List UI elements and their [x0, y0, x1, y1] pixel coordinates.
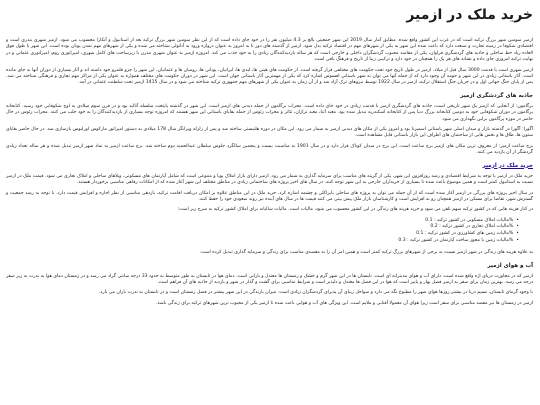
property-paragraph-2: در سال اخیر پروژه های بزرگی در ازمیر آغاز شده است که از آن جمله می توان به پروژه های ساحلی بایراکلی و چشمه اشاره کرد. خرید ملک در این مناطق علاوه بر امکان دریافت اقامت ترکیه، بازدهی مناسبی از نظر اجاره و افزایش قیمت دارد. با توجه به رشد جمعیت و گسترش شهر، تقاضا برای مسکن در ازمیر همچنان رو به افزایش است و کارشناسان بازار ملک پیش بینی می کنند قیمت ها در سال های آینده نیز روند صعودی خود را حفظ کنند.: [6, 190, 533, 202]
property-paragraph-3: در کنار هزینه هایی که در کشور ترکیه سهم تلفن می شود و خرید هزینه های زندگی در این کشور محسوب می شود، مالیات است. مالیات سالیانه برای املاک کشور ترکیه به شرح زیر است:: [177, 207, 533, 213]
attractions-paragraph-1: برگامون: از آنجایی که ازمیر یک شهر تاریخی است، جاذبه های گردشگری ازمیر با قدمت زیادی در خود جای داده است. محراب برگامون از جمله دیدنی های ازمیر است. این شهر در گذشته پایتخت سلسله آتالید بود و در قرن سوم میلادی به اوج شکوفایی خود رسید. کتابخانه برگامون در دوران شکوفایی خود به دومین کتابخانه بزرگ دنیا پس از کتابخانه اسکندریه تبدیل شده بود. معبد آتنا، معبد تراژان، تئاتر و محراب زئوس از جمله بقایای باستانی این شهر هستند که امروزه توجه بسیاری از بازدیدکنندگان را به خود جلب می کنند. محراب زئوس در حال حاضر در موزه پرگامون برلین نگهداری می شود.: [6, 103, 533, 122]
attractions-paragraph-3: برج ساعت ازمیر: از معروف ترین مکان های ازمیر برج ساعت است. این برج در میدان کوناک قرار دارد و در سال 1901 به مناسبت بیست و پنجمین سالگرد جلوس سلطان عبدالحمید دوم ساخته شد. برج ساعت ازمیر به نماد شهر ازمیر تبدیل شده و هر ساله تعداد زیادی گردشگر از آن بازدید می کنند.: [6, 143, 534, 156]
climate-paragraph-3: ازمیر در زمستان ها نیز مقصد مناسبی برای سفر است زیرا هوای آن معمولا آفتابی و ملایم است. این ویژگی های آب و هوایی باعث شده تا ازمیر یکی از محبوب ترین شهرهای ترکیه برای زندگی باشد.: [155, 300, 533, 306]
intro-paragraph-1: ازمیر سومین شهر بزرگ ترکیه است که در غرب این کشور واقع شده. مطابق آمار سال 2019 این شهر جمعیتی بالغ بر 4.3 میلیون نفر را در خود جای داده است که از این نظر سومین شهر بزرگ ترکیه بعد از استانبول و آنکارا محسوب می شود. ازمیر شهری بندری است و اقتصادی شکوفا در زمینه تجارت و صنعت دارد که باعث شده این شهر به یکی از شهرهای مهم در اقتصاد ترکیه بدل شود. ازمیر از گذشته های دور تا به امروز به عنوان دروازه ورود به آناتولی شناخته می شده و یکی از شهرهای مهم تمدن یونان بوده است. این شهر با طول فوق العاده زیاد خط ساحلی و جاذبه های گردشگری فراوان، یکی از مقاصد محبوب گردشگران داخلی و خارجی است که هر ساله بازدیدکنندگان زیادی را به خود جذب می کند. امروزه ازمیر به عنوان شهری مدرن با زیرساخت های کامل شهری، امپراتوری روم، امپراتوری عثمانی و در نهایت ترکیه امروزی جای داده و نشانه های هر یک را همچنان در خود دارد و ترکیبی زیبا از تاریخ و فرهنگ باقی است.: [6, 38, 534, 63]
climate-paragraph-2: با وجود گرمای تابستان، نسیم دریا در بیشتر روزها هوای شهر را مطبوع نگه می دارد و سواحل زیبای آن پذیرای گردشگران زیادی است. میزان بارندگی در این شهر بیشتر در فصل زمستان است و در تابستان به ندرت باران می بارد.: [98, 290, 533, 296]
page-title: خرید ملک در ازمیر: [406, 7, 533, 23]
property-paragraph-1: خرید ملک در ازمیر با توجه به شرایط اقتصادی و رشد روزافزون این شهر، یکی از گزینه های مناسب برای سرمایه گذاری به شمار می رود. ازمیر دارای بازار املاک پویا و متنوعی است که شامل آپارتمان های مسکونی، ویلاهای ساحلی و املاک تجاری می شود. قیمت ملک در ازمیر نسبت به استانبول کمتر است و همین موضوع باعث شده تا بسیاری از خریداران خارجی به این شهر توجه کنند. در سال های اخیر پروژه های ساختمانی زیادی در مناطق مختلف این شهر آغاز شده که از امکانات رفاهی مناسبی برخوردار هستند.: [6, 173, 533, 186]
tax-list-item: • %مالیات املاک تجاری در کشور ترکیه : 0.2: [6, 224, 519, 231]
property-after-paragraph: به علاوه هزینه های زندگی در شهر ازمیر نسبت به برخی از شهرهای بزرگ ترکیه کمتر است و همین امر آن را به مقصدی مناسب برای زندگی و سرمایه گذاری تبدیل کرده است.: [199, 250, 533, 256]
section-heading-buy-property-link[interactable]: خرید ملک در ازمیر: [482, 162, 533, 169]
section-heading-climate: آب و هوای ازمیر: [487, 262, 533, 269]
tax-list-item: • %مالیات زمین های کشاورزی در کشور ترکیه : 0.1: [6, 231, 519, 238]
attractions-paragraph-2: آگورا: آگورا در گذشته بازار و میدان اصلی شهر باستانی اسمیرنا بود و امروز یکی از مکان های دیدنی ازمیر به شمار می رود. این مکان در دوره هلنیستی ساخته شد و پس از زلزله ویرانگر سال 178 میلادی به دستور امپراتور مارکوس اورلیوس بازسازی شد. در حال حاضر بقایای ستون ها، طاق ها و بخش هایی از ساختمان های اطراف این بازار باستانی قابل مشاهده است.: [6, 127, 533, 139]
intro-paragraph-2: ازمیر شهری است با قدمت 3000 سال قبل از میلاد. ازمیر در طول تاریخ خود تحت حکومت های مختلفی قرار گرفته است. از حکومت های هیتی ها، لیدی ها، ایرانیان، یونانی ها، رومیان ها و عثمانیان، این شهر را جزو قلمرو خود داشته اند و آثار بسیاری از دوران آنها به جای مانده است. آثار باستانی زیادی در این شهر و حومه آن وجود دارد که از جمله آنها می توان به شهر باستانی افسوس اشاره کرد که یکی از مهمترین آثار باستانی جهان است. این شهر در دوران حکومت های مختلف همواره به عنوان یکی از مراکز مهم تجاری و فرهنگی شناخته می شد. پس از پایان جنگ جهانی اول و در جریان جنگ استقلال ترکیه، ازمیر در سال 1922 توسط نیروهای ترک آزاد شد و از آن زمان به عنوان یکی از شهرهای مهم جمهوری ترکیه شناخته می شود و در سال 1415 ازمیر تحت سلطنت عثمانی در آمد.: [6, 67, 533, 86]
tax-list-item: • %مالیات زمین با مجوز ساخت آپارتمان در کشور ترکیه : 0.3: [6, 238, 519, 245]
tax-list-item: • %مالیات املاک مسکونی در کشور ترکیه : 0.1: [6, 218, 519, 225]
climate-paragraph-1: ازمیر که در مجاورت دریای اژه واقع شده است، دارای آب و هوای مدیترانه ای است. تابستان ها در این شهر گرم و خشک و زمستان ها معتدل و بارانی است. دمای هوا در تابستان به طور متوسط به حدود 33 درجه سانتی گراد می رسد و در زمستان دمای هوا به ندرت به زیر صفر درجه می رسد. بهترین زمان برای سفر به ازمیر فصل بهار و پاییز است که هوا در این فصل ها معتدل و دلپذیر است و شرایط مناسبی برای گشت و گذار در شهر و بازدید از جاذبه های آن فراهم است.: [6, 273, 533, 285]
tax-list: [6, 218, 533, 244]
section-heading-attractions: جاذبه های گردشگری ازمیر: [460, 92, 533, 99]
